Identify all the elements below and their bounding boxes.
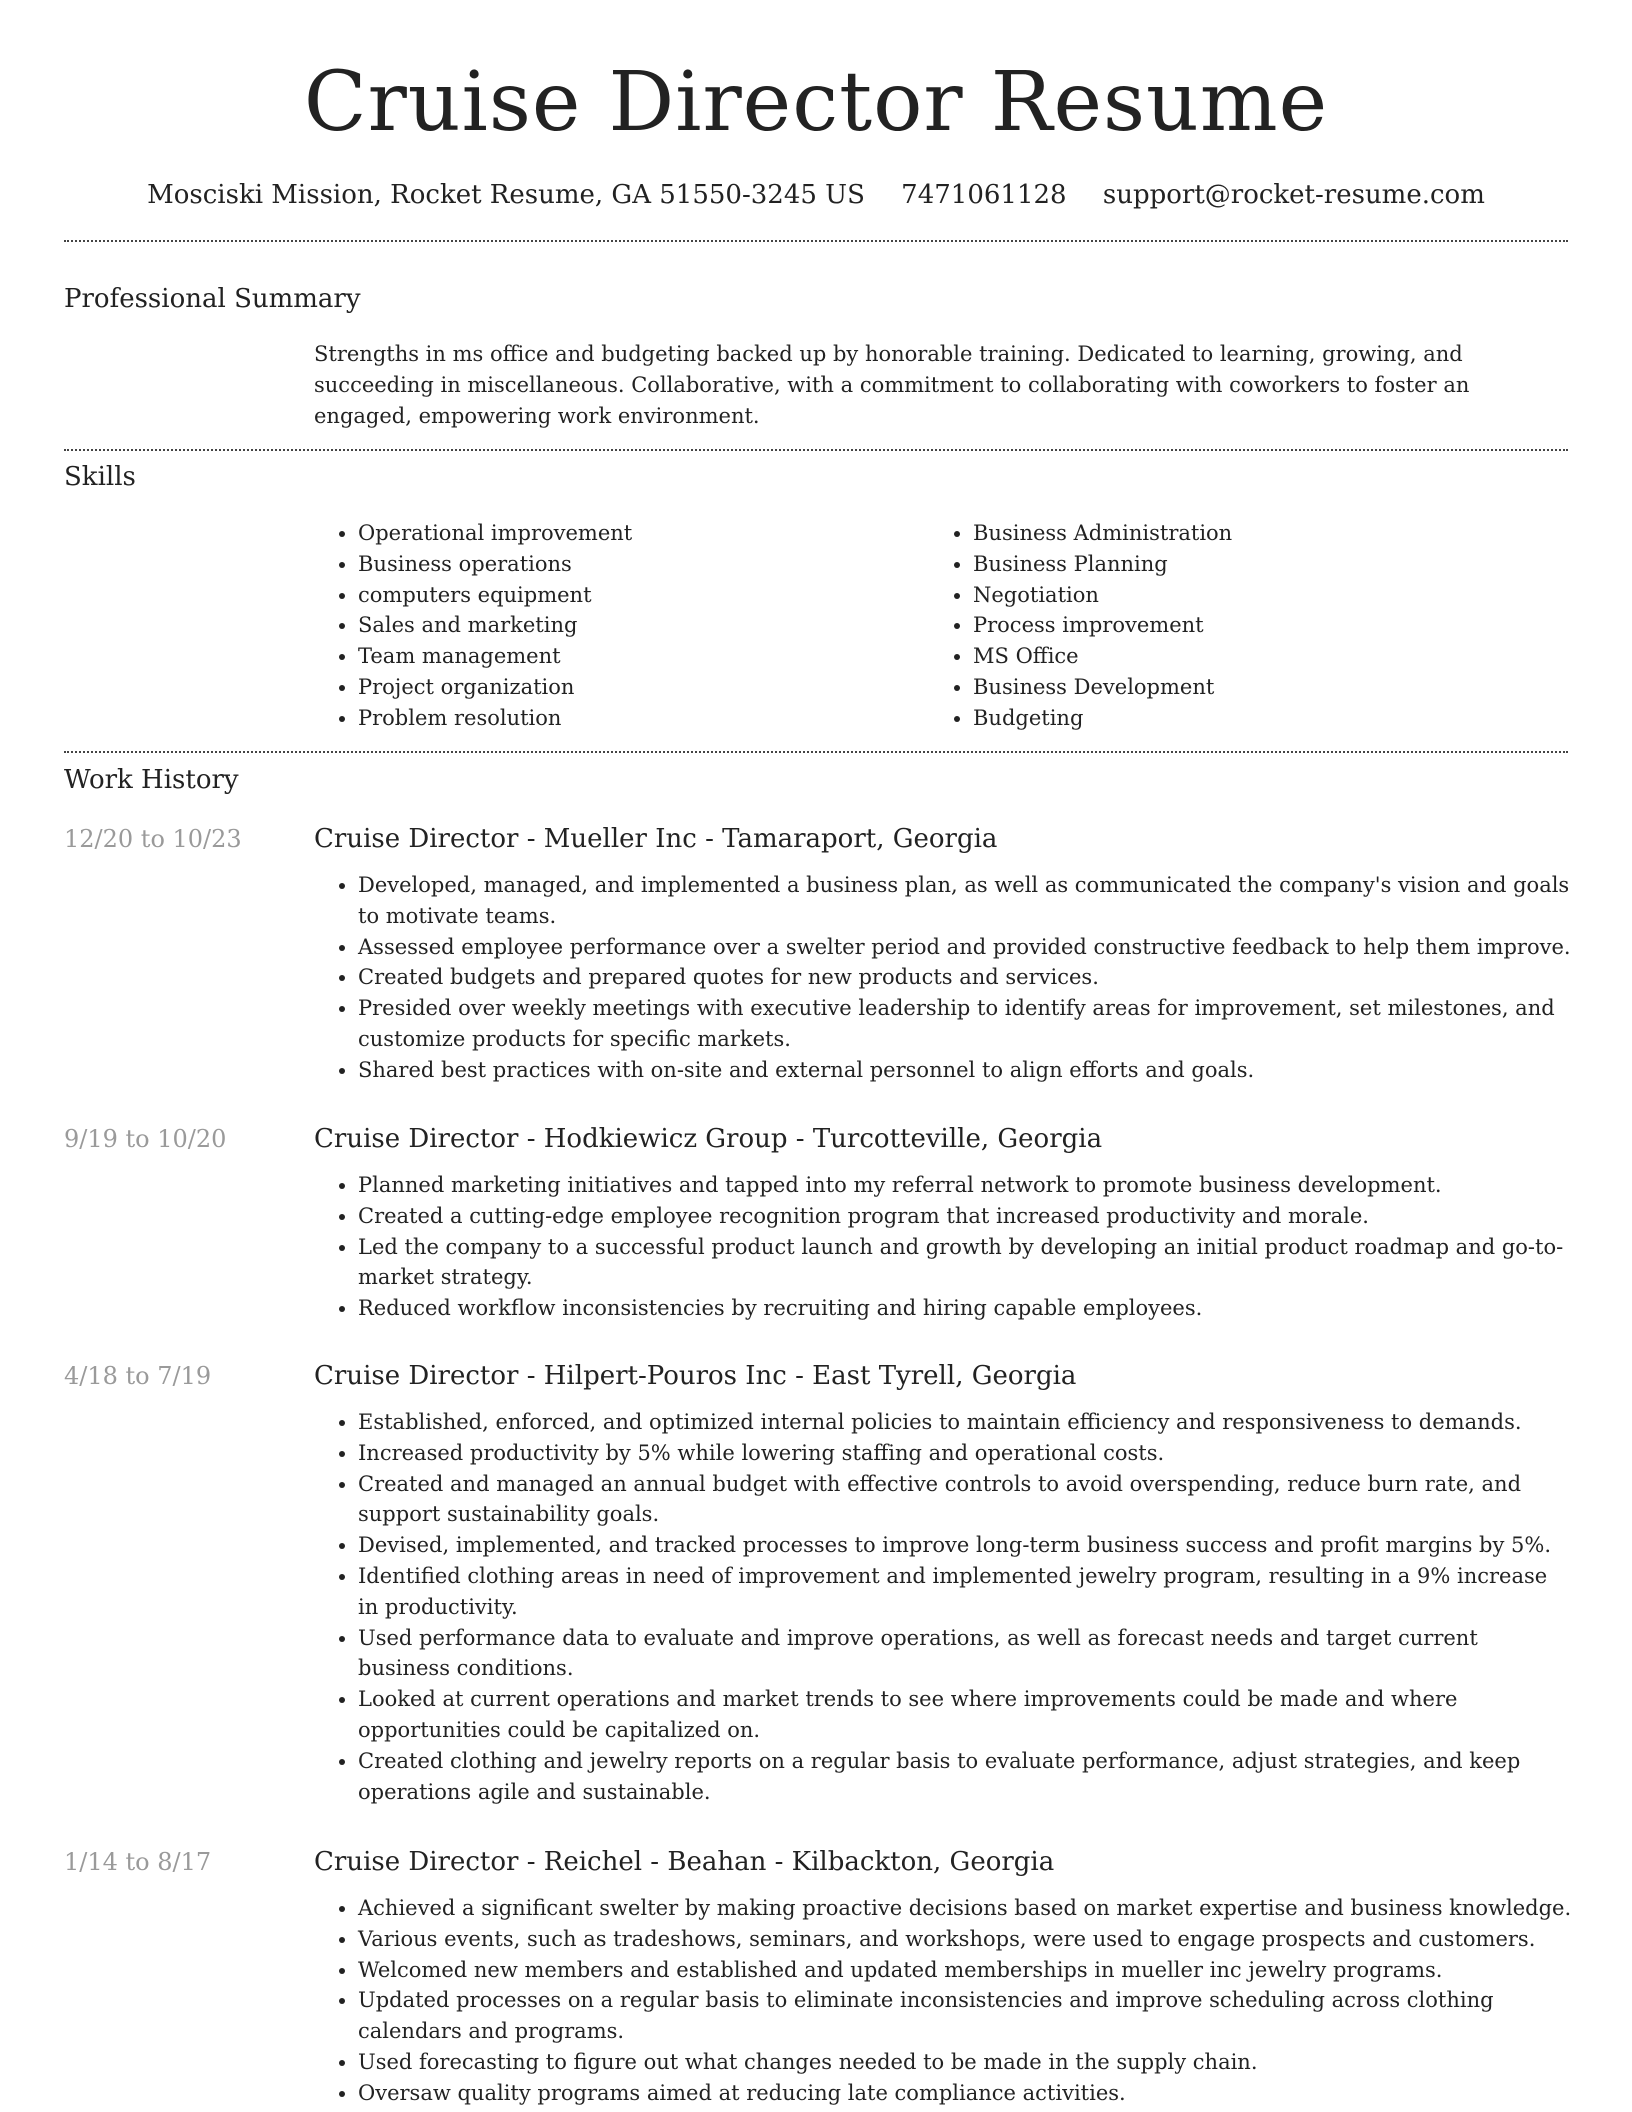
job-bullet: • Created and managed an annual budget with effective controls to avoid overspending, reduce burn rate, and support sustainability goals.: [358, 1469, 1574, 1531]
summary-heading: Professional Summary: [64, 284, 361, 314]
skill-item: • computers equipment: [358, 580, 929, 611]
job-bullet: • Used performance data to evaluate and improve operations, as well as forecast needs and target current business conditions.: [358, 1623, 1574, 1685]
job-bullet: • Achieved a significant swelter by making proactive decisions based on market expertise and business knowledge.: [358, 1893, 1574, 1924]
summary-divider: [64, 449, 1568, 451]
skills-heading: Skills: [64, 462, 136, 492]
resume-title: Cruise Director Resume: [303, 55, 1329, 150]
skill-item: • Business Administration: [973, 518, 1544, 549]
job-title: Cruise Director - Hilpert-Pouros Inc - East Tyrell, Georgia: [314, 1361, 1077, 1391]
skill-item: • Project organization: [358, 672, 929, 703]
work-history-heading: Work History: [64, 765, 239, 795]
job-dates: 12/20 to 10/23: [64, 825, 242, 853]
job-bullet: • Increased productivity by 5% while lowering staffing and operational costs.: [358, 1438, 1574, 1469]
skill-item: • Team management: [358, 641, 929, 672]
job-bullet: • Looked at current operations and market trends to see where improvements could be made and where opportunities could be capitalized on.: [358, 1684, 1574, 1746]
skills-column-right: [929, 518, 1544, 734]
job-dates: 4/18 to 7/19: [64, 1362, 212, 1390]
skills-list: [314, 518, 1568, 734]
skill-item: • Business Development: [973, 672, 1544, 703]
skill-item: • Problem resolution: [358, 703, 929, 734]
job-bullets: [314, 1170, 1574, 1324]
skills-column-left: [314, 518, 929, 734]
job-bullet: • Established, enforced, and optimized internal policies to maintain efficiency and responsiveness to demands.: [358, 1407, 1574, 1438]
job-bullet: • Created clothing and jewelry reports on a regular basis to evaluate performance, adjust strategies, and keep operations agile and sustainable.: [358, 1746, 1574, 1808]
contact-email: support@rocket-resume.com: [1102, 180, 1485, 210]
job-bullets: [314, 1407, 1574, 1807]
skill-item: • Negotiation: [973, 580, 1544, 611]
skill-item: • Budgeting: [973, 703, 1544, 734]
contact-line: [0, 178, 1632, 212]
job-bullet: • Led the company to a successful product launch and growth by developing an initial product roadmap and go-to-market strategy.: [358, 1232, 1574, 1294]
contact-address: Mosciski Mission, Rocket Resume, GA 51550-3245 US: [147, 180, 865, 210]
job-bullets: [314, 870, 1574, 1086]
skill-item: • Sales and marketing: [358, 610, 929, 641]
job-title: Cruise Director - Mueller Inc - Tamaraport, Georgia: [314, 824, 998, 854]
job-title: Cruise Director - Reichel - Beahan - Kilbackton, Georgia: [314, 1847, 1055, 1877]
job-bullets: [314, 1893, 1574, 2109]
skill-item: • Operational improvement: [358, 518, 929, 549]
job-bullet: • Welcomed new members and established and updated memberships in mueller inc jewelry programs.: [358, 1955, 1574, 1986]
job-bullet: • Used forecasting to figure out what changes needed to be made in the supply chain.: [358, 2047, 1574, 2078]
skills-divider: [64, 751, 1568, 753]
job-bullet: • Identified clothing areas in need of improvement and implemented jewelry program, resulting in a 9% increase in productivity.: [358, 1561, 1574, 1623]
skill-item: • Business Planning: [973, 549, 1544, 580]
skill-item: • MS Office: [973, 641, 1544, 672]
job-bullet: • Assessed employee performance over a swelter period and provided constructive feedback to help them improve.: [358, 932, 1574, 963]
job-bullet: • Created a cutting-edge employee recognition program that increased productivity and morale.: [358, 1201, 1574, 1232]
job-bullet: • Planned marketing initiatives and tapped into my referral network to promote business development.: [358, 1170, 1574, 1201]
job-bullet: • Presided over weekly meetings with executive leadership to identify areas for improvement, set milestones, and customize products for specific markets.: [358, 993, 1574, 1055]
job-bullet: • Created budgets and prepared quotes for new products and services.: [358, 962, 1574, 993]
job-bullet: • Reduced workflow inconsistencies by recruiting and hiring capable employees.: [358, 1293, 1574, 1324]
summary-text: Strengths in ms office and budgeting backed up by honorable training. Dedicated to learning, growing, and succeeding in miscellaneous. Collaborative, with a commitment to collaborating with coworkers to foster an engaged, empowering work environment.: [314, 342, 1470, 428]
job-bullet: • Developed, managed, and implemented a business plan, as well as communicated the company's vision and goals to motivate teams.: [358, 870, 1574, 932]
skill-item: • Process improvement: [973, 610, 1544, 641]
skill-item: • Business operations: [358, 549, 929, 580]
contact-phone: 7471061128: [901, 180, 1067, 210]
header-divider: [64, 240, 1568, 242]
job-bullet: • Various events, such as tradeshows, seminars, and workshops, were used to engage prospects and customers.: [358, 1924, 1574, 1955]
job-dates: 9/19 to 10/20: [64, 1125, 227, 1153]
job-title: Cruise Director - Hodkiewicz Group - Turcotteville, Georgia: [314, 1124, 1103, 1154]
job-bullet: • Devised, implemented, and tracked processes to improve long-term business success and profit margins by 5%.: [358, 1530, 1574, 1561]
job-dates: 1/14 to 8/17: [64, 1848, 212, 1876]
job-bullet: • Shared best practices with on-site and external personnel to align efforts and goals.: [358, 1055, 1574, 1086]
job-bullet: • Updated processes on a regular basis to eliminate inconsistencies and improve scheduling across clothing calendars and programs.: [358, 1985, 1574, 2047]
job-bullet: • Oversaw quality programs aimed at reducing late compliance activities.: [358, 2078, 1574, 2109]
